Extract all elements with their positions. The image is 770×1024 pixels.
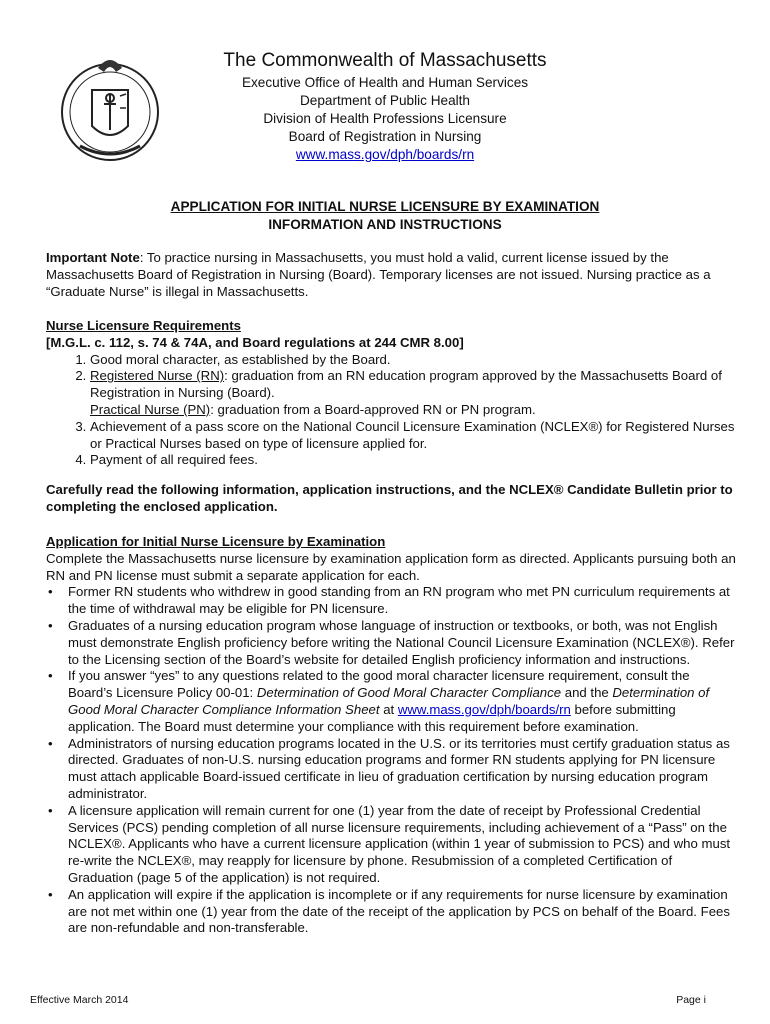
header-line-eohhs: Executive Office of Health and Human Services [241, 75, 529, 90]
notice-text: Carefully read the following information, application instructions, and the NCLEX® Candidate Bulletin prior to completing the enclosed application. [46, 482, 733, 514]
important-note-text: : To practice nursing in Massachusetts, you must hold a valid, current license issued by the Massachusetts Board of Registration in Nursing (Board). Temporary licenses are not issued. Nursing practice as a “Graduate Nurse” is illegal in Massachusetts. [46, 250, 711, 299]
list-item: • A licensure application will remain current for one (1) year from the date of receipt by Professional Credential Services (PCS) pending completion of all nurse licensure requirements, including achievement of a “Pass” on the NCLEX®. Applicants who have a current licensure application (within 1 year of submission to PCS) and who must re-write the NCLEX®, may reapply for licensure by phone. Resubmission of a completed Certification of Graduation (page 5 of the application) is not required. [68, 803, 736, 887]
application-heading: Application for Initial Nurse Licensure by Examination [46, 534, 386, 549]
pn-label: Practical Nurse (PN) [90, 401, 211, 417]
rn-label: Registered Nurse (RN) [90, 368, 225, 384]
header-line-dph: Department of Public Health [299, 93, 470, 108]
rn-text: : graduation from an RN education program approved by the Massachusetts Board of Registration in Nursing (Board). [90, 368, 722, 401]
b3-text: If you answer “yes” to any questions related to the good moral character licensure requirement, consult the Board’s Licensure Policy 00-01: [68, 668, 690, 701]
b3-at: at [379, 701, 398, 717]
list-item: • Former RN students who withdrew in good standing from an RN program who met PN curriculum requirements at the time of withdrawal may be eligible for PN licensure. [68, 584, 736, 618]
important-note-label: Important Note [46, 250, 140, 265]
massachusetts-seal-icon [50, 48, 170, 168]
list-item: • Administrators of nursing education programs located in the U.S. or its territories must certify graduation status as directed. Graduates of non-U.S. nursing education programs and former RN students applying for PN licensure must attach applicable Board-issued certificate in lieu of graduation certification by nursing education program administrator. [68, 736, 736, 803]
requirement-nclex: Achievement of a pass score on the National Council Licensure Examination (NCLEX®) for Registered Nurses or Practical Nurses based on type of licensure applied for. [90, 418, 735, 451]
board-website-link[interactable]: www.mass.gov/dph/boards/rn [295, 147, 475, 162]
info-sheet-title: Determination of Good Moral Character Compliance Information Sheet [68, 685, 710, 717]
footer-page-number: Page i [676, 994, 706, 1006]
policy-link[interactable]: www.mass.gov/dph/boards/rn [397, 701, 571, 717]
pn-text: : graduation from a Board-approved RN or PN program. [210, 401, 536, 417]
requirements-list [46, 352, 736, 470]
commonwealth-title: The Commonwealth of Massachusetts [223, 50, 547, 71]
important-note [46, 250, 736, 300]
letterhead [170, 50, 600, 164]
policy-title: Determination of Good Moral Character Compliance [256, 685, 562, 701]
application-section [46, 534, 736, 937]
list-item [90, 352, 736, 369]
list-item [90, 419, 736, 453]
b3-post: before submitting application. The Board must determine your compliance with this requirement before examination. [68, 701, 676, 734]
b3-and: and the [561, 685, 613, 701]
list-item: • An application will expire if the application is incomplete or if any requirements for nurse licensure by examination are not met within one (1) year from the date of the receipt of the application by PCS on behalf of the Board. Fees are non-refundable and non-transferable. [68, 887, 736, 937]
header-line-board: Board of Registration in Nursing [288, 129, 482, 144]
list-item [68, 668, 736, 735]
list-item [90, 452, 736, 469]
title-line-2: INFORMATION AND INSTRUCTIONS [268, 217, 502, 232]
application-bullets [46, 584, 736, 937]
requirement-fees: Payment of all required fees. [90, 452, 258, 468]
title-line-1: APPLICATION FOR INITIAL NURSE LICENSURE BY EXAMINATION [170, 199, 600, 214]
application-intro: Complete the Massachusetts nurse licensure by examination application form as directed. Applicants pursuing both an RN and PN license must submit a separate application for each. [46, 550, 736, 583]
header-line-division: Division of Health Professions Licensure [263, 111, 507, 126]
footer-effective-date: Effective March 2014 [30, 994, 129, 1006]
candidate-bulletin-notice [46, 482, 736, 516]
requirements-heading: Nurse Licensure Requirements [46, 318, 241, 333]
document-title [0, 198, 770, 234]
list-item [90, 368, 736, 418]
licensure-requirements [46, 318, 736, 469]
list-item: • Graduates of a nursing education program whose language of instruction or textbooks, or both, was not English must demonstrate English proficiency before writing the National Council Licensure Examination (NCLEX®). Refer to the Licensing section of the Board’s website for detailed English proficiency information and instructions. [68, 618, 736, 668]
requirements-citation: [M.G.L. c. 112, s. 74 & 74A, and Board regulations at 244 CMR 8.00] [46, 334, 464, 350]
requirement-moral-character: Good moral character, as established by the Board. [90, 351, 391, 367]
